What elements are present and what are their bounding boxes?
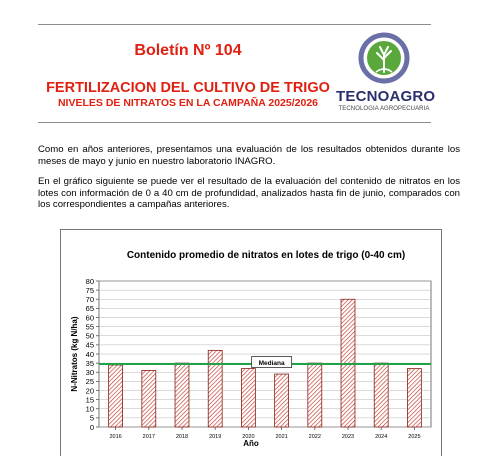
y-tick-label: 20 (85, 386, 94, 396)
y-tick-label: 50 (85, 331, 94, 341)
section-rule (38, 122, 431, 123)
y-tick-label: 30 (85, 368, 94, 378)
x-tick-label: 2022 (308, 434, 321, 440)
y-axis-label: N-Nitratos (kg N/ha) (70, 316, 79, 392)
y-tick-label: 45 (85, 340, 94, 350)
chart-description-paragraph: En el gráfico siguiente se puede ver el resultado de la evaluación del contenido de nitratos en los lotes con información de 0 a 40 cm de profundidad, analizados hasta fin de junio, comparados con los correspondientes a campañas anteriores. (38, 176, 460, 210)
bar-2021 (275, 374, 289, 427)
y-tick-label: 10 (85, 404, 94, 414)
x-tick-label: 2019 (209, 434, 222, 440)
bar-2018 (175, 363, 189, 427)
logo-tagline: TECNOLOGIA AGROPECUARIA (338, 106, 430, 112)
y-tick-label: 0 (89, 422, 94, 432)
y-tick-label: 80 (85, 276, 94, 286)
bar-2022 (308, 363, 322, 427)
y-tick-label: 40 (85, 349, 94, 359)
bulletin-number: Boletín Nº 104 (134, 42, 242, 59)
bar-2024 (374, 363, 388, 427)
y-tick-label: 35 (85, 358, 94, 368)
logo-name: TECNOAGRO (336, 88, 436, 105)
bar-2019 (208, 350, 222, 427)
y-tick-label: 75 (85, 285, 94, 295)
x-tick-label: 2016 (109, 434, 122, 440)
x-tick-label: 2018 (175, 434, 189, 440)
bar-2020 (241, 369, 255, 427)
y-tick-label: 65 (85, 304, 94, 314)
document-title: FERTILIZACION DEL CULTIVO DE TRIGO (46, 80, 330, 96)
y-tick-label: 55 (85, 322, 94, 332)
x-tick-label: 2021 (275, 434, 288, 440)
chart-frame (60, 229, 442, 456)
tree-leaf-icon (336, 30, 432, 90)
chart-title: Contenido promedio de nitratos en lotes de trigo (0-40 cm) (126, 250, 406, 261)
nitrate-bar-chart (61, 230, 441, 456)
bar-2016 (109, 365, 123, 427)
y-tick-label: 60 (85, 313, 94, 323)
y-tick-label: 15 (85, 395, 94, 405)
y-tick-label: 25 (85, 377, 94, 387)
x-tick-label: 2020 (242, 434, 255, 440)
document-subtitle: NIVELES DE NITRATOS EN LA CAMPAÑA 2025/2026 (57, 97, 319, 109)
x-tick-label: 2024 (375, 434, 388, 440)
median-label: Mediana (258, 360, 285, 368)
bar-2017 (142, 370, 156, 427)
y-tick-label: 5 (89, 413, 94, 423)
top-rule (38, 24, 431, 25)
y-tick-label: 70 (85, 295, 94, 305)
x-tick-label: 2025 (408, 434, 421, 440)
x-tick-label: 2017 (142, 434, 155, 440)
bar-2025 (407, 369, 421, 427)
x-tick-label: 2023 (341, 434, 355, 440)
intro-paragraph: Como en años anteriores, presentamos una evaluación de los resultados obtenidos durante los meses de mayo y junio en nuestro laboratorio INAGRO. (38, 144, 460, 167)
x-axis-label: Año (243, 439, 259, 448)
